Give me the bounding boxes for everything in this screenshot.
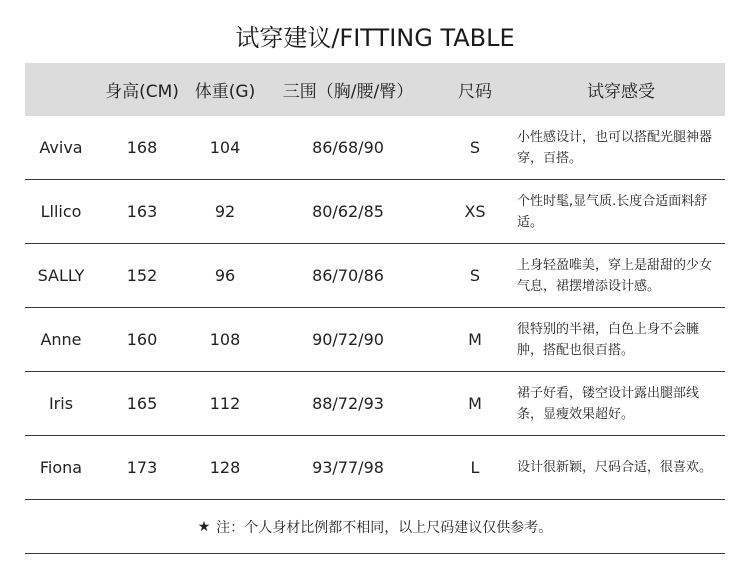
model-size: L bbox=[470, 458, 480, 477]
disclaimer-note bbox=[25, 500, 725, 554]
fitting-feedback bbox=[517, 116, 725, 179]
header-size: 尺码 bbox=[458, 82, 492, 102]
model-weight: 128 bbox=[209, 458, 241, 477]
model-weight: 108 bbox=[209, 330, 241, 349]
model-weight: 104 bbox=[209, 138, 241, 157]
fitting-feedback-text: 小性感设计，也可以搭配光腿神器穿，百搭。 bbox=[517, 129, 713, 166]
table-row bbox=[25, 308, 725, 372]
header-weight: 体重(G) bbox=[194, 82, 256, 102]
fitting-feedback-text: 设计很新颖，尺码合适，很喜欢。 bbox=[517, 460, 713, 475]
fitting-table bbox=[25, 63, 725, 500]
fitting-feedback bbox=[517, 244, 725, 307]
model-size: M bbox=[468, 330, 482, 349]
table-row bbox=[25, 116, 725, 180]
disclaimer-text: 注：个人身材比例都不相同，以上尺码建议仅供参考。 bbox=[216, 519, 553, 536]
fitting-feedback-text: 裙子好看，镂空设计露出腿部线条，显瘦效果超好。 bbox=[517, 385, 700, 422]
model-height: 165 bbox=[126, 394, 158, 413]
table-row bbox=[25, 180, 725, 244]
model-name: SALLY bbox=[37, 266, 85, 285]
model-size: S bbox=[469, 266, 481, 285]
model-weight: 112 bbox=[209, 394, 241, 413]
star-icon: ★ bbox=[197, 518, 211, 535]
model-name: Iris bbox=[48, 394, 74, 413]
model-measurements: 80/62/85 bbox=[312, 202, 384, 221]
model-measurements: 88/72/93 bbox=[312, 394, 384, 413]
model-weight: 96 bbox=[214, 266, 236, 285]
header-feedback: 试穿感受 bbox=[587, 82, 655, 102]
fitting-feedback bbox=[517, 180, 725, 243]
model-name: Fiona bbox=[39, 458, 83, 477]
table-row bbox=[25, 372, 725, 436]
model-size: XS bbox=[464, 202, 486, 221]
model-name: Anne bbox=[40, 330, 82, 349]
model-height: 163 bbox=[126, 202, 158, 221]
model-height: 152 bbox=[126, 266, 158, 285]
fitting-feedback-text: 很特别的半裙，白色上身不会臃肿，搭配也很百搭。 bbox=[517, 321, 700, 358]
table-row bbox=[25, 436, 725, 500]
page-title: 试穿建议/FITTING TABLE bbox=[235, 24, 515, 52]
fitting-feedback-text: 上身轻盈唯美，穿上是甜甜的少女气息，裙摆增添设计感。 bbox=[517, 257, 713, 294]
model-height: 173 bbox=[126, 458, 158, 477]
model-size: S bbox=[469, 138, 481, 157]
table-row bbox=[25, 244, 725, 308]
fitting-feedback bbox=[517, 372, 725, 435]
model-height: 160 bbox=[126, 330, 158, 349]
fitting-feedback-text: 个性时髦,显气质.长度合适面料舒适。 bbox=[517, 193, 708, 230]
model-measurements: 90/72/90 bbox=[312, 330, 384, 349]
model-name: Lllico bbox=[40, 202, 82, 221]
model-size: M bbox=[468, 394, 482, 413]
header-name bbox=[25, 63, 97, 116]
table-header bbox=[25, 63, 725, 116]
model-measurements: 93/77/98 bbox=[312, 458, 384, 477]
header-measurements: 三围（胸/腰/臀） bbox=[282, 82, 414, 102]
model-name: Aviva bbox=[39, 138, 83, 157]
model-weight: 92 bbox=[214, 202, 236, 221]
fitting-feedback bbox=[517, 436, 725, 499]
model-height: 168 bbox=[126, 138, 158, 157]
fitting-feedback bbox=[517, 308, 725, 371]
header-height: 身高(CM) bbox=[105, 82, 179, 102]
model-measurements: 86/68/90 bbox=[312, 138, 384, 157]
model-measurements: 86/70/86 bbox=[312, 266, 384, 285]
